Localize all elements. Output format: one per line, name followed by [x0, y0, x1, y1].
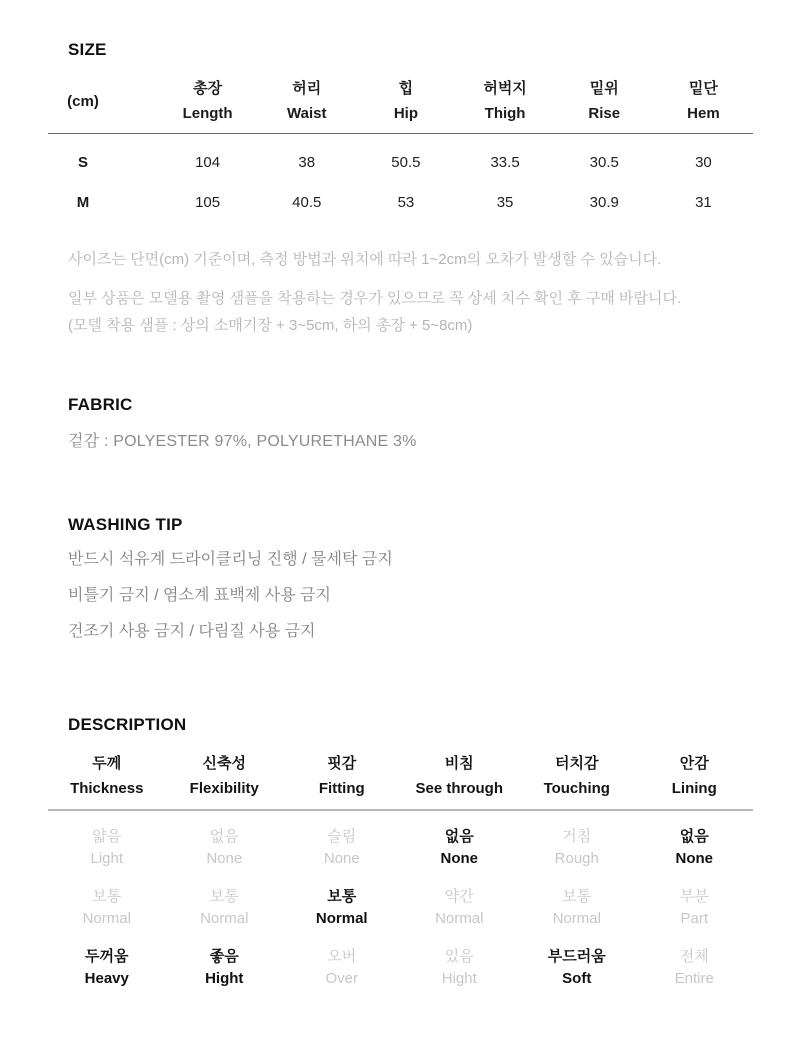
size-table-row-s — [48, 142, 753, 182]
description-cell-en: Heavy — [84, 970, 129, 987]
washing-section-title: WASHING TIP — [68, 515, 183, 534]
description-column-thickness — [48, 751, 166, 801]
size-column-ko: 허벅지 — [483, 80, 527, 97]
description-column-ko: 안감 — [679, 755, 709, 772]
description-cell-ko: 오버 — [327, 948, 357, 965]
description-column-touching — [518, 751, 636, 801]
description-column-ko: 신축성 — [202, 755, 246, 772]
description-column-ko: 핏감 — [327, 755, 357, 772]
description-column-en: Touching — [543, 780, 610, 797]
description-column-en: Flexibility — [189, 780, 259, 797]
description-cell-ko: 부분 — [679, 888, 709, 905]
description-cell — [48, 946, 166, 990]
size-table-body — [48, 134, 753, 222]
fabric-section-title: FABRIC — [68, 395, 133, 414]
description-cell-en: None — [323, 850, 360, 867]
description-cell — [518, 826, 636, 870]
size-row-label: S — [77, 153, 88, 171]
size-column-header-rise — [555, 76, 654, 126]
description-cell — [401, 826, 519, 870]
size-note-2 — [68, 285, 768, 339]
description-column-ko: 비침 — [444, 755, 474, 772]
size-value: 31 — [695, 193, 712, 211]
size-column-ko: 총장 — [193, 80, 223, 97]
description-column-flexibility — [166, 751, 284, 801]
description-cell-en: Over — [325, 970, 358, 987]
description-cell-ko: 부드러움 — [547, 948, 606, 965]
description-cell-en: Soft — [562, 970, 592, 987]
size-column-ko: 밑단 — [688, 80, 718, 97]
size-column-header-hip — [356, 76, 455, 126]
size-value: 33.5 — [490, 153, 520, 171]
size-column-en: Waist — [287, 105, 327, 122]
description-column-fitting — [283, 751, 401, 801]
size-column-ko: 허리 — [292, 80, 322, 97]
description-cell-en: Normal — [435, 910, 484, 927]
description-section-title: DESCRIPTION — [68, 715, 187, 734]
description-cell-ko: 전체 — [679, 948, 709, 965]
fabric-composition: 겉감 : POLYESTER 97%, POLYURETHANE 3% — [68, 433, 417, 450]
size-table-row-m — [48, 182, 753, 222]
size-section-title: SIZE — [68, 40, 107, 59]
size-column-header-thigh — [455, 76, 554, 126]
size-value: 30.9 — [589, 193, 619, 211]
description-cell-en: Normal — [82, 910, 131, 927]
description-cell — [166, 946, 284, 990]
description-cell-en: Entire — [674, 970, 714, 987]
description-cell — [283, 886, 401, 930]
description-cell — [518, 886, 636, 930]
washing-tip-3: 건조기 사용 금지 / 다림질 사용 금지 — [68, 623, 316, 640]
size-table-header — [48, 70, 753, 134]
description-cell — [283, 946, 401, 990]
size-table — [48, 70, 753, 222]
size-value: 50.5 — [391, 153, 421, 171]
size-column-header-length — [158, 76, 257, 126]
size-value: 30 — [695, 153, 712, 171]
size-unit-label: (cm) — [67, 92, 99, 110]
description-column-en: Thickness — [70, 780, 144, 797]
description-cell-ko: 좋음 — [209, 948, 239, 965]
description-cell-ko: 거침 — [562, 828, 592, 845]
size-value: 35 — [496, 193, 514, 211]
size-column-header-hem — [654, 76, 753, 126]
description-cell — [636, 946, 754, 990]
size-column-ko: 힙 — [398, 80, 414, 97]
description-column-lining — [636, 751, 754, 801]
description-cell — [166, 826, 284, 870]
description-cell-en: Light — [90, 850, 124, 867]
description-cell-en: None — [440, 850, 478, 867]
description-cell-en: Rough — [554, 850, 599, 867]
size-column-en: Rise — [588, 105, 621, 122]
description-cell-en: Hight — [441, 970, 477, 987]
description-cell — [636, 826, 754, 870]
description-column-see-through — [401, 751, 519, 801]
size-note-2-line-2: (모델 착용 샘플 : 상의 소매기장 + 3~5cm, 하의 총장 + 5~8cm) — [68, 317, 473, 334]
description-cell — [48, 886, 166, 930]
description-cell-en: Normal — [552, 910, 601, 927]
size-value: 105 — [195, 193, 221, 211]
description-column-en: Lining — [671, 780, 717, 797]
size-column-header-waist — [257, 76, 356, 126]
description-table — [48, 751, 753, 990]
description-cell-ko: 보통 — [327, 888, 357, 905]
description-column-ko: 두께 — [92, 755, 122, 772]
size-note-2-line-1: 일부 상품은 모델용 촬영 샘플을 착용하는 경우가 있으므로 꼭 상세 치수 확인 후 구매 바랍니다. — [68, 290, 682, 307]
size-value: 38 — [298, 153, 316, 171]
description-cell — [48, 826, 166, 870]
description-cell-ko: 보통 — [562, 888, 592, 905]
size-column-en: Hem — [687, 105, 720, 122]
description-column-ko: 터치감 — [555, 755, 599, 772]
description-row-3 — [48, 946, 753, 990]
description-cell-ko: 약간 — [444, 888, 474, 905]
size-column-en: Length — [182, 105, 233, 122]
size-note-1: 사이즈는 단면(cm) 기준이며, 측정 방법과 위치에 따라 1~2cm의 오차가 발생할 수 있습니다. — [68, 251, 662, 268]
size-column-en: Hip — [393, 105, 418, 122]
description-cell-ko: 두꺼움 — [85, 948, 129, 965]
washing-tips-list — [68, 552, 393, 660]
description-cell-ko: 없음 — [209, 828, 239, 845]
description-cell — [401, 886, 519, 930]
description-table-body — [48, 811, 753, 990]
description-cell — [401, 946, 519, 990]
size-column-en: Thigh — [484, 105, 526, 122]
description-column-en: See through — [415, 780, 503, 797]
description-cell-ko: 보통 — [209, 888, 239, 905]
description-cell-ko: 없음 — [679, 828, 709, 845]
description-column-en: Fitting — [318, 780, 365, 797]
size-column-ko: 밑위 — [589, 80, 619, 97]
washing-tip-2: 비틀기 금지 / 염소계 표백제 사용 금지 — [68, 587, 331, 604]
description-cell-en: None — [675, 850, 713, 867]
description-cell-ko: 슬림 — [327, 828, 357, 845]
description-cell-ko: 없음 — [444, 828, 474, 845]
description-cell-ko: 있음 — [444, 948, 474, 965]
description-row-2 — [48, 886, 753, 930]
size-row-label: M — [76, 193, 90, 211]
description-cell-ko: 보통 — [92, 888, 122, 905]
description-cell-en: Hight — [205, 970, 244, 987]
description-cell-en: Normal — [315, 910, 368, 927]
description-cell — [518, 946, 636, 990]
description-row-1 — [48, 826, 753, 870]
description-table-header — [48, 751, 753, 811]
size-value: 40.5 — [292, 193, 322, 211]
description-cell-ko: 얇음 — [92, 828, 122, 845]
size-value: 104 — [195, 153, 221, 171]
size-value: 30.5 — [589, 153, 619, 171]
description-cell — [636, 886, 754, 930]
description-cell — [166, 886, 284, 930]
description-cell-en: None — [206, 850, 243, 867]
washing-tip-1: 반드시 석유계 드라이클리닝 진행 / 물세탁 금지 — [68, 551, 393, 568]
description-cell-en: Normal — [200, 910, 249, 927]
description-cell — [283, 826, 401, 870]
description-cell-en: Part — [680, 910, 708, 927]
size-value: 53 — [397, 193, 415, 211]
